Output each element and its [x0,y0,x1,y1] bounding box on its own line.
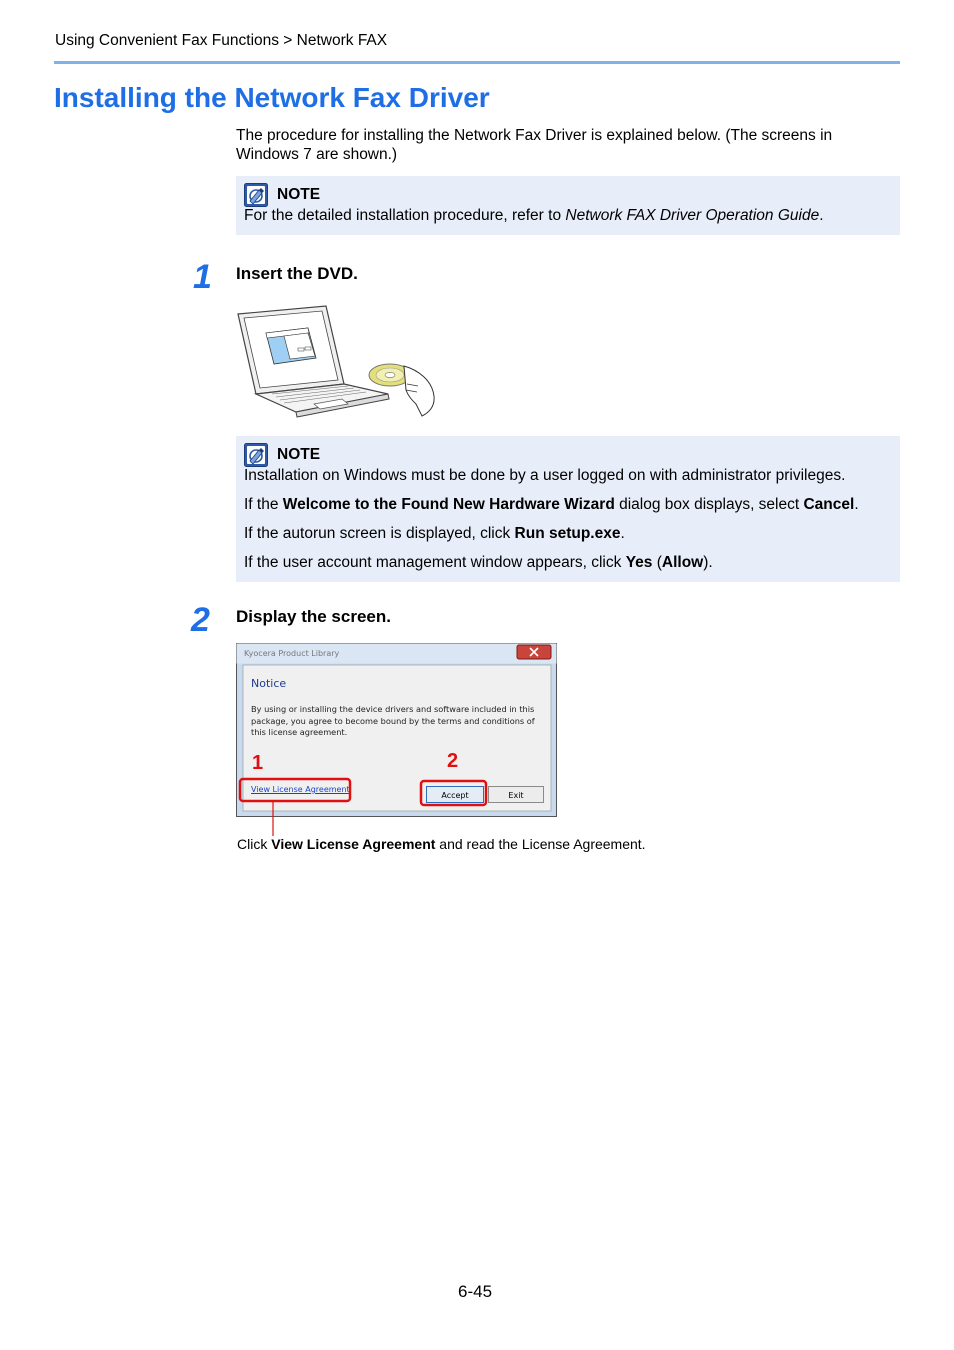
dialog-notice-heading: Notice [251,677,287,690]
note-pen-icon [244,443,268,467]
breadcrumb: Using Convenient Fax Functions > Network FAX [55,32,388,49]
step-number-2: 2 [191,601,210,639]
note-label: NOTE [277,186,321,203]
step-title-2: Display the screen. [236,607,391,626]
note-header [244,184,892,206]
note-line-1: Installation on Windows must be done by a user logged on with administrator privileges. [244,467,846,484]
page-number: 6-45 [458,1282,493,1301]
note-box-2 [236,436,900,582]
note-pen-icon [244,183,268,207]
dialog-caption: Click View License Agreement and read the License Agreement. [237,836,646,852]
note-line-2: If the Welcome to the Found New Hardware Wizard dialog box displays, select Cancel. [244,496,859,513]
dialog-body-text: By using or installing the device drivers and software included in this package, you agree to become bound by the terms and conditions of this license agreement. [251,704,535,737]
view-license-link[interactable]: View License Agreement [251,785,350,794]
header-rule [54,61,900,64]
step-number-1: 1 [193,258,212,296]
dialog-title: Kyocera Product Library [244,649,340,658]
note-line-4: If the user account management window appears, click Yes (Allow). [244,554,713,571]
accept-button[interactable]: Accept [426,786,484,803]
callout-number-1: 1 [252,752,264,774]
callout-leader-line [271,800,275,836]
laptop-dvd-illustration [236,300,446,422]
note-line-3: If the autorun screen is displayed, click Run setup.exe. [244,525,625,542]
guide-title: Network FAX Driver Operation Guide [565,207,820,224]
note-text: For the detailed installation procedure, refer to Network FAX Driver Operation Guide. [244,207,824,224]
intro-paragraph: The procedure for installing the Network Fax Driver is explained below. (The screens in Windows 7 are shown.) [236,127,833,163]
license-dialog-screenshot [236,643,557,817]
note-label: NOTE [277,446,321,463]
exit-button[interactable]: Exit [488,786,544,803]
note-header [244,444,892,466]
note-box-1 [236,176,900,235]
step-title-1: Insert the DVD. [236,264,358,283]
page-title: Installing the Network Fax Driver [54,82,490,113]
callout-number-2: 2 [447,750,459,772]
